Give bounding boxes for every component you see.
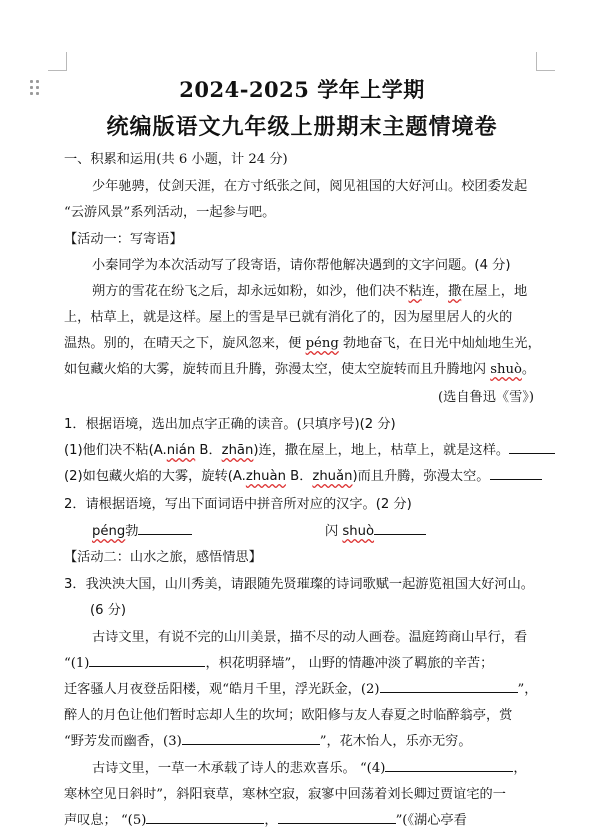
task-instruction: 小秦同学为本次活动写了段寄语，请你帮他解决遇到的文字问题。(4 分) bbox=[92, 258, 511, 273]
activity-2-heading: 【活动二：山水之旅，感悟情思】 bbox=[64, 550, 262, 565]
answer-blank[interactable] bbox=[182, 730, 320, 745]
q3-paragraph-line-2: “(1) ，枳花明驿墙”， 山野的情趣冲淡了羁旅的辛苦； bbox=[64, 652, 493, 671]
question-2-word-2: 闪 shuò bbox=[325, 520, 426, 539]
question-1-item-1: (1)他们决不粘(A.nián B．zhān)连，撒在屋上，地上，枯草上，就是这样。 bbox=[64, 439, 555, 458]
pinyin-shuo: shuò bbox=[490, 362, 522, 377]
margin-corner-top-right bbox=[536, 52, 555, 71]
q3-paragraph-line-1: 古诗文里，有说不完的山川美景，描不尽的动人画卷。温庭筠商山早行，看 bbox=[92, 630, 528, 645]
title-exam: 统编版语文九年级上册期末主题情境卷 bbox=[106, 114, 498, 140]
margin-corner-top-left bbox=[48, 52, 67, 71]
dotted-char-zhuan: 转 bbox=[195, 362, 210, 377]
answer-blank[interactable] bbox=[374, 520, 426, 535]
passage-source: (选自鲁迅《雪》) bbox=[437, 390, 534, 405]
title-year: 2024-2025 学年上学期 bbox=[179, 77, 425, 102]
answer-blank[interactable] bbox=[385, 757, 513, 772]
answer-blank[interactable] bbox=[138, 520, 192, 535]
passage-line-1: 朔方的雪花在纷飞之后，却永远如粉，如沙，他们决不粘连，撒在屋上，地 bbox=[92, 284, 528, 299]
dotted-char-sa: 撒 bbox=[448, 284, 462, 299]
answer-blank[interactable] bbox=[146, 809, 264, 824]
q3-paragraph-line-7: 寒林空见日斜时”，斜阳衰草，寒林空寂，寂寥中回荡着刘长卿过贾谊宅的一 bbox=[64, 787, 506, 802]
pinyin-peng: péng bbox=[305, 336, 339, 351]
section-heading: 一、积累和运用(共 6 小题，计 24 分) bbox=[64, 152, 288, 167]
q3-paragraph-line-6: 古诗文里，一草一木承载了诗人的悲欢喜乐。 “(4) ， bbox=[92, 757, 527, 776]
q3-paragraph-line-3: 迁客骚人月夜登岳阳楼，观“皓月千里，浮光跃金，(2) ”， bbox=[64, 678, 537, 697]
answer-blank[interactable] bbox=[490, 465, 542, 480]
passage-line-3: 温热。别的，在晴天之下，旋风忽来，便 péng 勃地奋飞，在日光中灿灿地生光， bbox=[64, 336, 541, 351]
answer-blank[interactable] bbox=[380, 678, 518, 693]
q3-paragraph-line-8: 声叹息； “(5) ， ”(《湖心亭看 bbox=[64, 809, 467, 828]
intro-line-2: “云游风景”系列活动，一起参与吧。 bbox=[64, 205, 276, 220]
dotted-char-zhan: 粘 bbox=[408, 284, 422, 299]
question-1-item-2: (2)如包藏火焰的大雾，旋转(A.zhuàn B．zhuǎn)而且升腾，弥漫太空。 bbox=[64, 465, 542, 484]
passage-line-4: 如包藏火焰的大雾，旋转而且升腾，弥漫太空，使太空旋转而且升腾地闪 shuò。 bbox=[64, 362, 536, 377]
intro-line-1: 少年驰骋，仗剑天涯，在方寸纸张之间，阅见祖国的大好河山。校团委发起 bbox=[92, 179, 528, 194]
activity-1-heading: 【活动一：写寄语】 bbox=[64, 232, 183, 247]
answer-blank[interactable] bbox=[509, 439, 555, 454]
answer-blank[interactable] bbox=[89, 652, 205, 667]
question-3-score: (6 分) bbox=[90, 603, 127, 618]
q3-paragraph-line-4: 醉人的月色让他们暂时忘却人生的坎坷；欧阳修与友人春夏之时临醉翁亭，赏 bbox=[64, 708, 513, 723]
question-3-stem: 3．我泱泱大国，山川秀美，请跟随先贤璀璨的诗词歌赋一起游览祖国大好河山。 bbox=[64, 577, 534, 592]
question-2-word-1: péng勃 bbox=[92, 520, 192, 539]
question-1-stem: 1．根据语境，选出加点字正确的读音。(只填序号)(2 分) bbox=[64, 417, 396, 432]
answer-blank[interactable] bbox=[278, 809, 396, 824]
question-2-stem: 2．请根据语境，写出下面词语中拼音所对应的汉字。(2 分) bbox=[64, 497, 412, 512]
passage-line-2: 上，枯草上，就是这样。屋上的雪是早已就有消化了的，因为屋里居人的火的 bbox=[64, 310, 513, 325]
q3-paragraph-line-5: “野芳发而幽香，(3) ”，花木怡人，乐亦无穷。 bbox=[64, 730, 472, 749]
